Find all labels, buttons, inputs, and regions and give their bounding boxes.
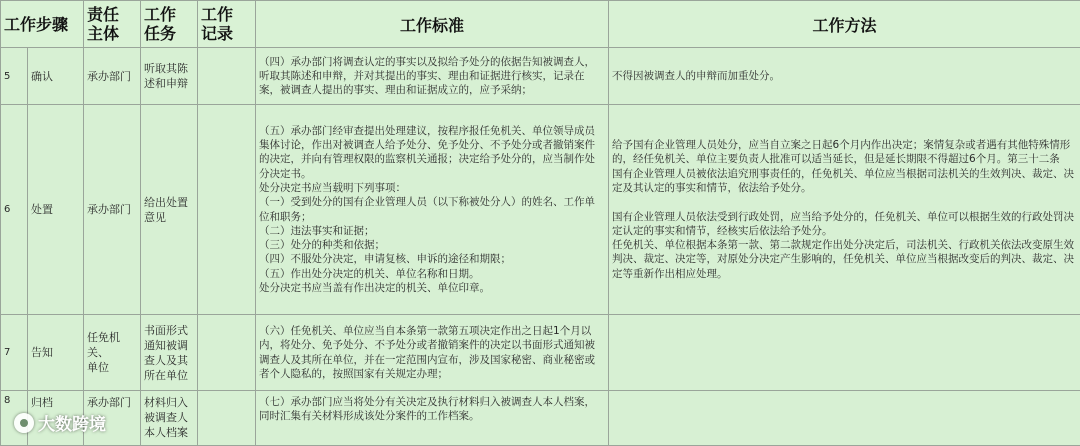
header-task: 工作 任务 bbox=[141, 1, 198, 48]
header-method: 工作方法 bbox=[609, 1, 1080, 48]
method-cell[interactable] bbox=[609, 315, 1080, 391]
record-cell[interactable] bbox=[198, 105, 256, 315]
table-row bbox=[1, 315, 1080, 391]
record-cell[interactable] bbox=[198, 391, 256, 446]
standard-cell[interactable]: （六）任免机关、单位应当自本条第一款第五项决定作出之日起1个月以内，将处分、免予处分、不予处分或者撤销案件的决定以书面形式通知被调查人及其所在单位，并在一定范围内宣布，涉及国家秘密、商业秘密或者个人隐私的，按照国家有关规定办理； bbox=[256, 315, 609, 391]
standard-cell[interactable]: （五）承办部门经审查提出处理建议，按程序报任免机关、单位领导成员集体讨论，作出对被调查人给予处分、免予处分、不予处分或者撤销案件的决定，并向有管理权限的监察机关通报；决定给予处分的，应当制作处分决定书。 处分决定书应当载明下列事项： （一）受到处分的国有企业管理人员（以下称被处分人）的姓名、工作单位和职务； （二）违法事实和证据； （三）处分的种类和依据； （四）不服处分决定，申请复核、申诉的途径和期限； （五）作出处分决定的机关、单位名称和日期。 处分决定书应当盖有作出决定的机关、单位印章。 bbox=[256, 105, 609, 315]
method-cell[interactable]: 给予国有企业管理人员处分，应当自立案之日起6个月内作出决定；案情复杂或者遇有其他特殊情形的，经任免机关、单位主要负责人批准可以适当延长，但是延长期限不得超过6个月。第三十二条 国有企业管理人员被依法追究刑事责任的，任免机关、单位应当根据司法机关的生效判决、裁定、决定及其认定的事实和情节，依法给予处分。 国有企业管理人员依法受到行政处罚，应当给予处分的，任免机关、单位可以根据生效的行政处罚决定认定的事实和情节，经核实后依法给予处分。 任免机关、单位根据本条第一款、第二款规定作出处分决定后，司法机关、行政机关依法改变原生效判决、裁定、决定等，对原处分决定产生影响的，任免机关、单位应当根据改变后的判决、裁定、决定等重新作出相应处理。 bbox=[609, 105, 1080, 315]
method-cell[interactable] bbox=[609, 391, 1080, 446]
step-cell[interactable]: 处置 bbox=[28, 105, 84, 315]
step-cell[interactable]: 确认 bbox=[28, 48, 84, 105]
step-cell[interactable]: 告知 bbox=[28, 315, 84, 391]
task-cell[interactable]: 材料归入 被调查人 本人档案 bbox=[141, 391, 198, 446]
watermark-text: 大数跨境 bbox=[38, 410, 106, 435]
header-row bbox=[1, 1, 1080, 48]
watermark bbox=[14, 410, 106, 435]
header-org: 责任 主体 bbox=[84, 1, 141, 48]
table-row bbox=[1, 48, 1080, 105]
task-cell[interactable]: 书面形式 通知被调 查人及其 所在单位 bbox=[141, 315, 198, 391]
header-step: 工作步骤 bbox=[1, 1, 84, 48]
org-cell[interactable]: 承办部门 bbox=[84, 105, 141, 315]
table-row bbox=[1, 105, 1080, 315]
row-number[interactable]: 5 bbox=[1, 48, 28, 105]
step-cell[interactable]: 归档 bbox=[28, 391, 84, 446]
header-record: 工作 记录 bbox=[198, 1, 256, 48]
record-cell[interactable] bbox=[198, 315, 256, 391]
logo-circle-icon bbox=[14, 413, 34, 433]
table-row bbox=[1, 391, 1080, 446]
task-cell[interactable]: 给出处置 意见 bbox=[141, 105, 198, 315]
method-cell[interactable]: 不得因被调查人的申辩而加重处分。 bbox=[609, 48, 1080, 105]
standard-cell[interactable]: （四）承办部门将调查认定的事实以及拟给予处分的依据告知被调查人，听取其陈述和申辩，并对其提出的事实、理由和证据进行核实，记录在案，被调查人提出的事实、理由和证据成立的，应予采纳； bbox=[256, 48, 609, 105]
row-number[interactable]: 8 bbox=[1, 391, 28, 446]
record-cell[interactable] bbox=[198, 48, 256, 105]
org-cell[interactable]: 承办部门 bbox=[84, 391, 141, 446]
task-cell[interactable]: 听取其陈 述和申辩 bbox=[141, 48, 198, 105]
standard-cell[interactable]: （七）承办部门应当将处分有关决定及执行材料归入被调查人本人档案，同时汇集有关材料形成该处分案件的工作档案。 bbox=[256, 391, 609, 446]
org-cell[interactable]: 任免机关、 单位 bbox=[84, 315, 141, 391]
org-cell[interactable]: 承办部门 bbox=[84, 48, 141, 105]
row-number[interactable]: 7 bbox=[1, 315, 28, 391]
row-number[interactable]: 6 bbox=[1, 105, 28, 315]
header-standard: 工作标准 bbox=[256, 1, 609, 48]
